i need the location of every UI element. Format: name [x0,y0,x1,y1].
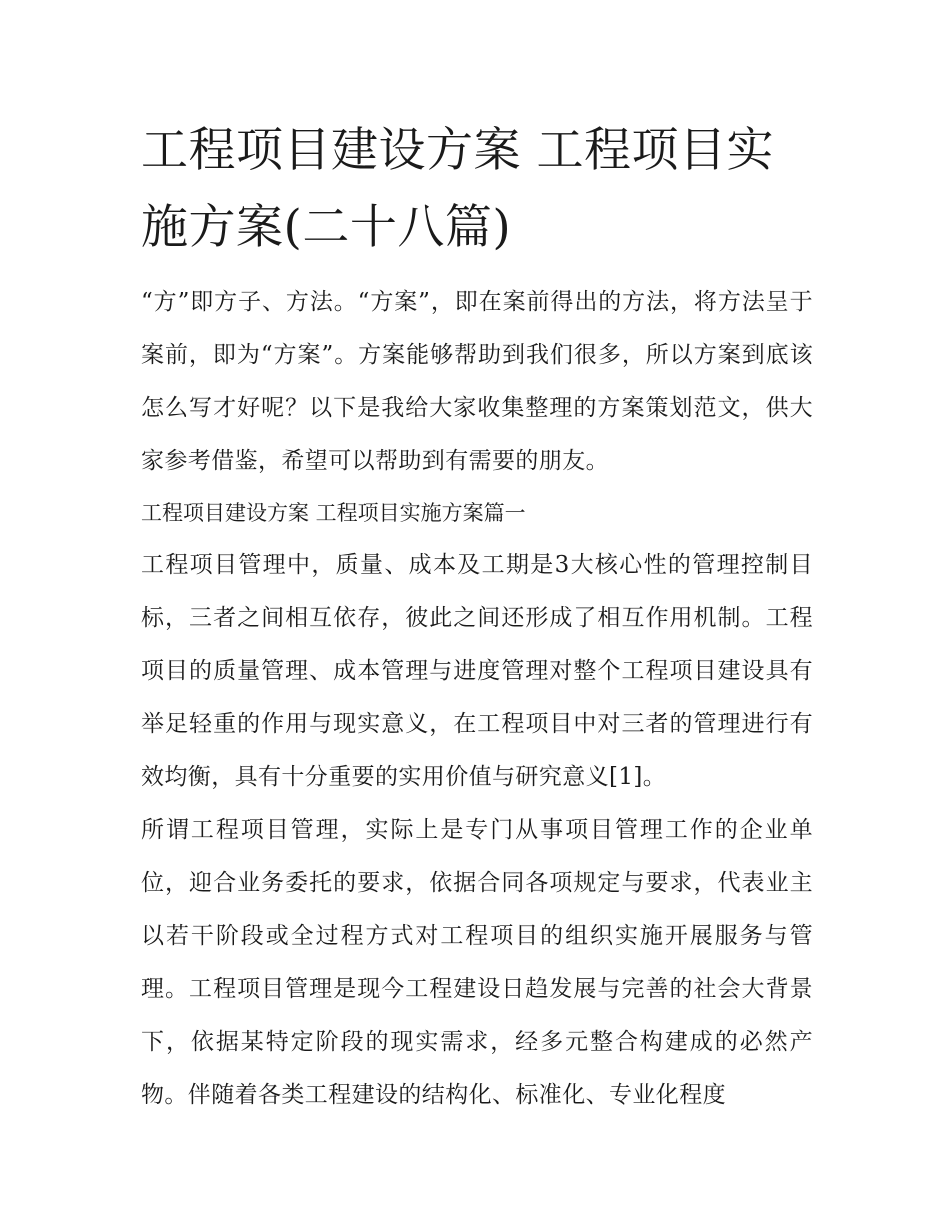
intro-paragraph: “方”即方子、方法。“方案”，即在案前得出的方法，将方法呈于案前，即为“方案”。方案能够帮助到我们很多，所以方案到底该怎么写才好呢？以下是我给大家收集整理的方案策划范文，供大家参考借鉴，希望可以帮助到有需要的朋友。 [141,289,813,474]
body-paragraph-1: 工程项目管理中，质量、成本及工期是3大核心性的管理控制目标，三者之间相互依存，彼此之间还形成了相互作用机制。工程项目的质量管理、成本管理与进度管理对整个工程项目建设具有举足轻重的作用与现实意义，在工程项目中对三者的管理进行有效均衡，具有十分重要的实用价值与研究意义[1]。 [141,552,813,790]
body-paragraph-2: 所谓工程项目管理，实际上是专门从事项目管理工作的企业单位，迎合业务委托的要求，依据合同各项规定与要求，代表业主以若干阶段或全过程方式对工程项目的组织实施开展服务与管理。工程项目管理是现今工程建设日趋发展与完善的社会大背景下，依据某特定阶段的现实需求，经多元整合构建成的必然产物。伴随着各类工程建设的结构化、标准化、专业化程度 [141,817,813,1108]
document-title: 工程项目建设方案 工程项目实施方案(二十八篇) [141,123,774,255]
document-page [141,112,813,1122]
section-heading: 工程项目建设方案 工程项目实施方案篇一 [141,501,526,525]
